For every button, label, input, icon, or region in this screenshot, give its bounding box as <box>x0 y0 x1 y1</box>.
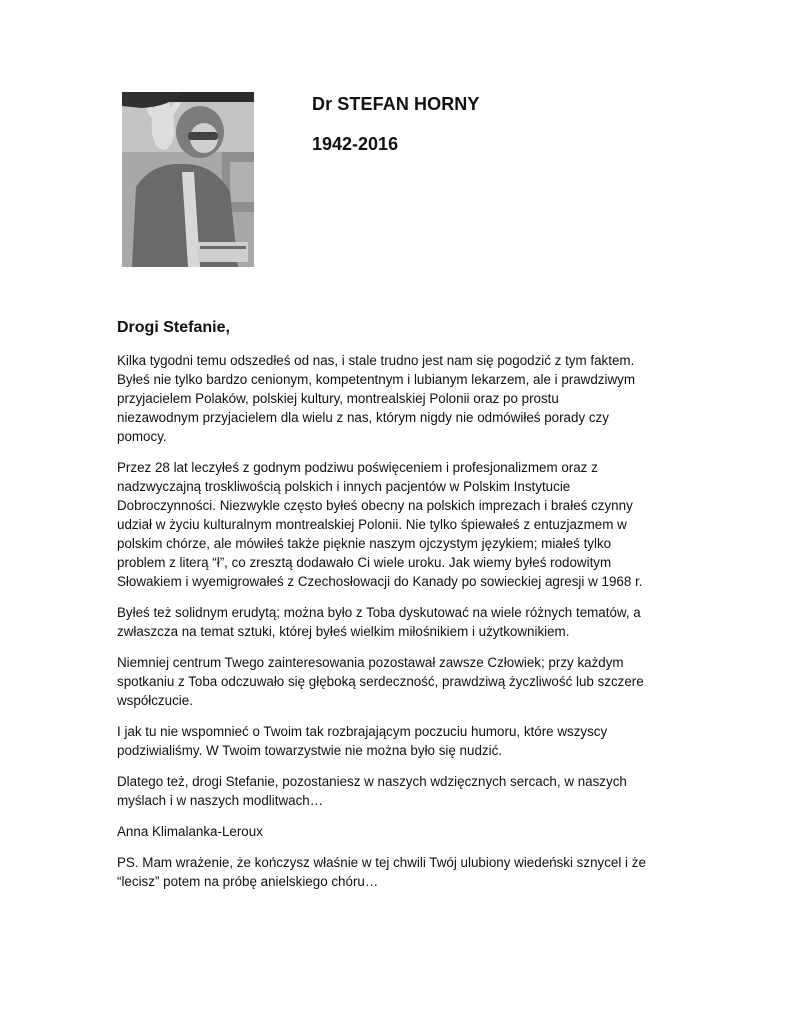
paragraph-line: problem z literą “ł”, co zresztą dodawało Ci wiele uroku. Jak wiemy byłeś rodowitym <box>117 555 612 570</box>
paragraph-line: spotkaniu z Toba odczuwało się głęboką serdeczność, prawdziwą życzliwość lub szczere <box>117 674 644 689</box>
paragraph-line: PS. Mam wrażenie, że kończysz właśnie w tej chwili Twój ulubiony wiedeński sznycel i że <box>117 855 646 870</box>
life-years: 1942-2016 <box>312 134 399 154</box>
letter-paragraph <box>117 458 687 591</box>
letter-greeting: Drogi Stefanie, <box>117 319 230 336</box>
paragraph-line: Byłeś też solidnym erudytą; można było z Toba dyskutować na wiele różnych tematów, a <box>117 605 641 620</box>
paragraph-line: “lecisz” potem na próbę anielskiego chóru… <box>117 874 379 889</box>
paragraph-line: niezawodnym przyjacielem dla wielu z nas, którym nigdy nie odmówiłeś porady czy <box>117 410 609 425</box>
paragraph-line: Dobroczynności. Niezwykle często byłeś obecny na polskich imprezach i brałeś czynny <box>117 498 633 513</box>
letter-paragraph <box>117 822 687 841</box>
portrait-photo <box>122 92 254 267</box>
paragraph-line: Kilka tygodni temu odszedłeś od nas, i stale trudno jest nam się pogodzić z tym faktem. <box>117 353 635 368</box>
letter-paragraph <box>117 722 687 760</box>
paragraph-line: Niemniej centrum Twego zainteresowania pozostawał zawsze Człowiek; przy każdym <box>117 655 624 670</box>
letter-paragraph <box>117 603 687 641</box>
letter-body <box>117 351 687 903</box>
portrait-photo-icon <box>122 92 254 267</box>
paragraph-line: podziwialiśmy. W Twoim towarzystwie nie można było się nudzić. <box>117 743 502 758</box>
paragraph-line: przyjacielem Polaków, polskiej kultury, montrealskiej Polonii oraz po prostu <box>117 391 559 406</box>
paragraph-line: polskim chórze, ale mówiłeś także pięknie naszym ojczystym językiem; miałeś tylko <box>117 536 612 551</box>
letter-paragraph <box>117 653 687 710</box>
letter-paragraph <box>117 351 687 446</box>
paragraph-line: Byłeś nie tylko bardzo cenionym, kompetentnym i lubianym lekarzem, ale i prawdziwym <box>117 372 635 387</box>
paragraph-line: współczucie. <box>117 693 193 708</box>
paragraph-line: nadzwyczajną troskliwością polskich i innych pacjentów w Polskim Instytucie <box>117 479 571 494</box>
paragraph-line: pomocy. <box>117 429 167 444</box>
letter-paragraph <box>117 853 687 891</box>
paragraph-line: Dlatego też, drogi Stefanie, pozostaniesz w naszych wdzięcznych sercach, w naszych <box>117 774 627 789</box>
deceased-name: Dr STEFAN HORNY <box>312 94 480 114</box>
paragraph-line: Słowakiem i wyemigrowałeś z Czechosłowacji do Kanady po sowieckiej agresji w 1968 r. <box>117 574 643 589</box>
paragraph-line: Przez 28 lat leczyłeś z godnym podziwu poświęceniem i profesjonalizmem oraz z <box>117 460 598 475</box>
paragraph-line: myślach i w naszych modlitwach… <box>117 793 324 808</box>
paragraph-line: zwłaszcza na temat sztuki, której byłeś wielkim miłośnikiem i użytkownikiem. <box>117 624 570 639</box>
paragraph-line: Anna Klimalanka-Leroux <box>117 824 263 839</box>
paragraph-line: I jak tu nie wspomnieć o Twoim tak rozbrajającym poczuciu humoru, które wszyscy <box>117 724 608 739</box>
letter-paragraph <box>117 772 687 810</box>
paragraph-line: udział w życiu kulturalnym montrealskiej Polonii. Nie tylko śpiewałeś z entuzjazmem w <box>117 517 627 532</box>
